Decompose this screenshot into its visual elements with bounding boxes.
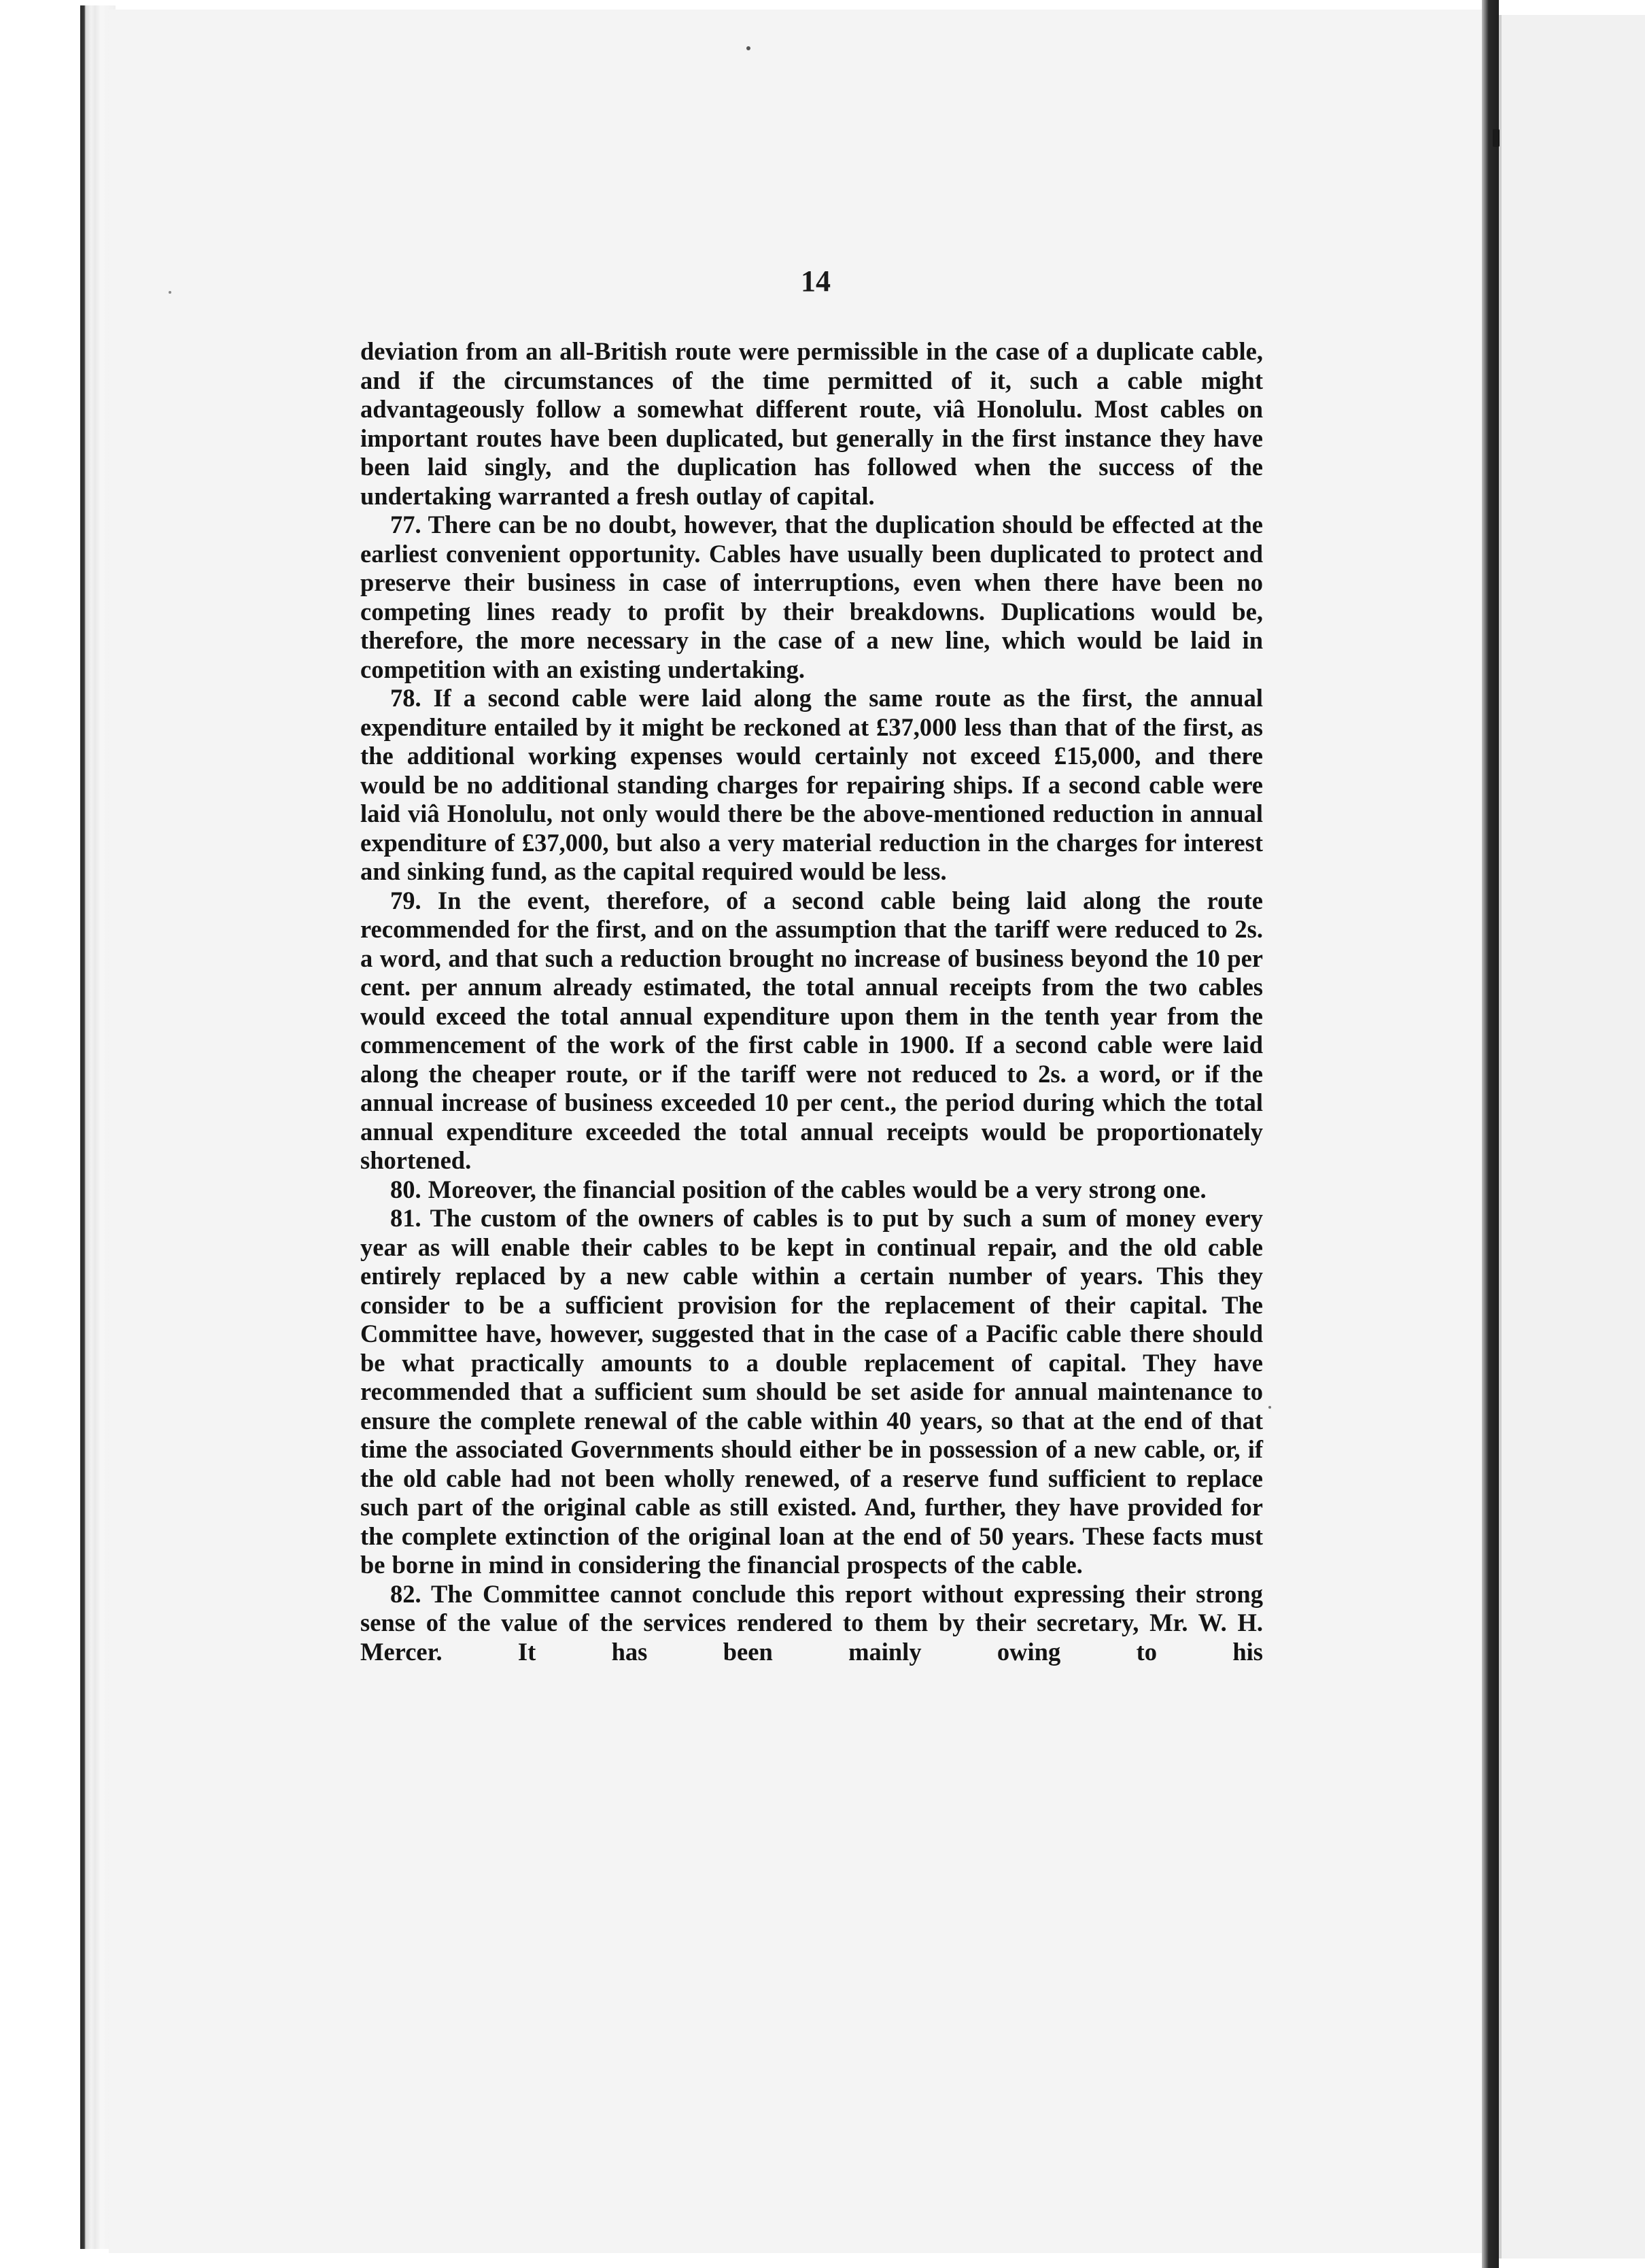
paragraph-81: 81. The custom of the owners of cables is to put by such a sum of money every year as will enable their cables to be kept in continual repair, and the old cable entirely replaced by a new cable within a certain number of years. This they consider to be a sufficient provision for the replacement of their capital. The Committee have, however, suggested that in the case of a Pacific cable there should be what practically amounts to a double replacement of capital. They have recommended that a sufficient sum should be set aside for annual maintenance to ensure the complete renewal of the cable within 40 years, so that at the end of that time the associated Governments should either be in possession of a new cable, or, if the old cable had not been wholly renewed, of a reserve fund sufficient to replace such part of the original cable as still existed. And, further, they have provided for the complete extinction of the original loan at the end of 50 years. These facts must be borne in mind in considering the financial prospects of the cable. xyxy=(360,1204,1263,1579)
paragraph-77: 77. There can be no doubt, however, that the duplication should be effected at the earliest convenient opportunity. Cables have usually been duplicated to protect and preserve their business in case of interruptions, even when there have been no competing lines ready to profit by their breakdowns. Duplications would be, therefore, the more necessary in the case of a new line, which would be laid in competition with an existing undertaking. xyxy=(360,511,1263,683)
page-number: 14 xyxy=(801,264,831,298)
facing-page-edge xyxy=(1499,15,1645,2258)
scan-speck xyxy=(1493,129,1500,147)
paragraph-78: 78. If a second cable were laid along the same route as the first, the annual expenditure entailed by it might be reckoned at £37,000 less than that of the first, as the additional working expenses would certainly not exceed £15,000, and there would be no additional standing charges for repairing ships. If a second cable were laid viâ Honolulu, not only would there be the above-mentioned reduction in annual expenditure of £37,000, but also a very material reduction in the charges for interest and sinking fund, as the capital required would be less. xyxy=(360,684,1263,885)
scan-speck xyxy=(746,46,750,50)
book-gutter xyxy=(1482,0,1499,2268)
paragraph-79: 79. In the event, therefore, of a second cable being laid along the route recommended for the first, and on the assumption that the tariff were reduced to 2s. a word, and that such a reduction brought no increase of business beyond the 10 per cent. per annum already estimated, the total annual receipts from the two cables would exceed the total annual expenditure upon them in the tenth year from the commencement of the work of the first cable in 1900. If a second cable were laid along the cheaper route, or if the tariff were not reduced to 2s. a word, or if the annual increase of business exceeded 10 per cent., the period during which the total annual expenditure exceeded the total annual receipts would be proportionately shortened. xyxy=(360,886,1263,1174)
paragraph-80: 80. Moreover, the financial position of the cables would be a very strong one. xyxy=(390,1175,1207,1203)
scan-speck xyxy=(169,291,171,294)
paragraph-82: 82. The Committee cannot conclude this report without expressing their strong sense of the value of the services rendered to them by their secretary, Mr. W. H. Mercer. It has been mainly owing to his xyxy=(360,1579,1263,1666)
scan-speck xyxy=(1268,1406,1271,1409)
paragraph-continued: deviation from an all-British route were permissible in the case of a duplicate cable, and if the circumstances of the time permitted of it, such a cable might advantageously follow a somewhat different route, viâ Honolulu. Most cables on important routes have been duplicated, but generally in the first instance they have been laid singly, and the duplication has followed when the success of the undertaking warranted a fresh outlay of capital. xyxy=(360,337,1263,510)
body-text xyxy=(360,337,1263,1666)
